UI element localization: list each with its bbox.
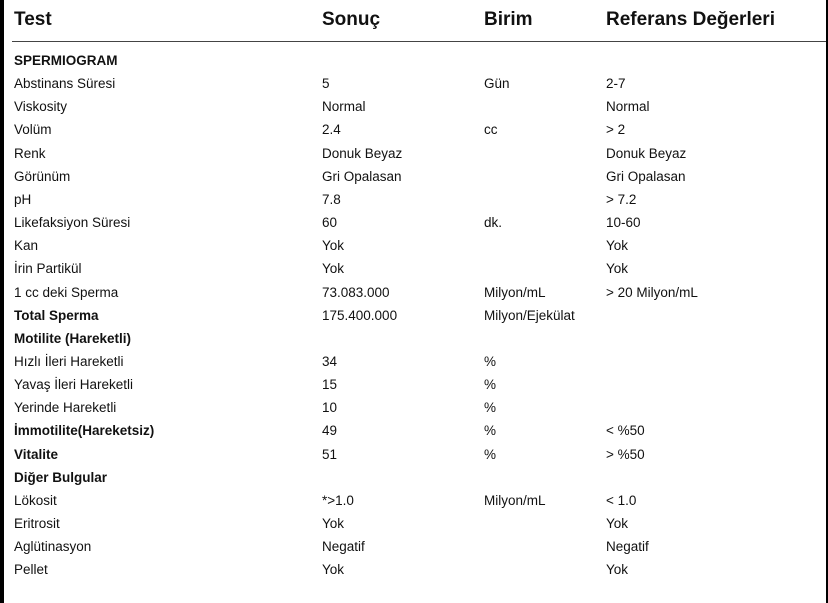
reference-cell: > 7.2: [606, 191, 637, 207]
test-cell: İrin Partikül: [14, 261, 82, 277]
unit-cell: %: [484, 400, 497, 416]
reference-cell: > %50: [606, 446, 645, 462]
test-cell: Yavaş İleri Hareketli: [14, 377, 134, 393]
result-cell: Yok: [322, 261, 345, 277]
test-cell: Eritrosit: [14, 516, 60, 531]
result-cell: Donuk Beyaz: [322, 145, 403, 161]
table-row: [0, 397, 828, 420]
reference-cell: 10-60: [606, 215, 641, 230]
table-row: [0, 305, 828, 328]
reference-cell: < 1.0: [606, 492, 637, 508]
table-row: [0, 235, 828, 258]
test-cell: Pellet: [14, 562, 48, 578]
reference-cell: Yok: [606, 261, 629, 277]
test-cell: SPERMIOGRAM: [14, 53, 118, 68]
table-row: [0, 73, 828, 96]
header-reference: Referans Değerleri: [606, 9, 775, 30]
test-cell: Abstinans Süresi: [14, 76, 116, 92]
test-cell: Renk: [14, 145, 46, 161]
test-cell: Aglütinasyon: [14, 539, 92, 555]
header-test: Test: [14, 9, 52, 30]
unit-cell: %: [484, 353, 497, 369]
table-row: [0, 351, 828, 374]
header-divider: [12, 41, 828, 42]
result-cell: 51: [322, 446, 338, 462]
header-unit: Birim: [484, 9, 533, 30]
result-cell: 34: [322, 353, 338, 369]
table-row: [0, 490, 828, 513]
table-row: [0, 559, 828, 582]
test-cell: Motilite (Hareketli): [14, 330, 132, 346]
reference-cell: Donuk Beyaz: [606, 145, 687, 161]
reference-cell: Yok: [606, 238, 629, 254]
result-cell: 2.4: [322, 122, 341, 138]
table-row: [0, 258, 828, 281]
table-row: [0, 119, 828, 142]
result-cell: 15: [322, 377, 338, 393]
result-cell: Gri Opalasan: [322, 168, 402, 184]
test-cell: Likefaksiyon Süresi: [14, 215, 131, 230]
test-cell: Görünüm: [14, 168, 71, 184]
test-cell: Lökosit: [14, 492, 57, 508]
test-cell: Hızlı İleri Hareketli: [14, 353, 124, 369]
test-cell: pH: [14, 191, 32, 207]
unit-cell: Milyon/mL: [484, 284, 546, 300]
reference-cell: Yok: [606, 562, 629, 578]
unit-cell: Milyon/Ejekülat: [484, 307, 575, 323]
table-row: [0, 189, 828, 212]
table-row: [0, 282, 828, 305]
test-cell: Vitalite: [14, 446, 59, 462]
unit-cell: %: [484, 446, 497, 462]
result-cell: Yok: [322, 238, 345, 254]
result-cell: Negatif: [322, 539, 365, 555]
unit-cell: cc: [484, 122, 498, 138]
header-result: Sonuç: [322, 9, 381, 30]
result-cell: 73.083.000: [322, 284, 390, 300]
unit-cell: Gün: [484, 76, 510, 92]
table-row: [0, 166, 828, 189]
reference-cell: Gri Opalasan: [606, 168, 686, 184]
result-cell: *>1.0: [322, 492, 354, 508]
result-cell: 60: [322, 215, 338, 230]
reference-cell: Yok: [606, 516, 629, 531]
table-row: [0, 513, 828, 536]
table-row: [0, 50, 828, 73]
result-cell: Yok: [322, 562, 345, 578]
unit-cell: Milyon/mL: [484, 492, 546, 508]
table-row: [0, 536, 828, 559]
test-cell: Kan: [14, 238, 39, 254]
table-header: [0, 0, 828, 44]
unit-cell: %: [484, 377, 497, 393]
table-row: [0, 328, 828, 351]
result-cell: 10: [322, 400, 338, 416]
test-cell: İmmotilite(Hareketsiz): [14, 423, 155, 439]
test-cell: Total Sperma: [14, 307, 99, 323]
table-row: [0, 96, 828, 119]
result-cell: 5: [322, 76, 330, 92]
table-row: [0, 374, 828, 397]
result-cell: 7.8: [322, 191, 341, 207]
reference-cell: < %50: [606, 423, 645, 439]
test-cell: Yerinde Hareketli: [14, 400, 117, 416]
test-cell: Viskosity: [14, 99, 68, 115]
result-cell: Normal: [322, 99, 366, 115]
result-cell: Yok: [322, 516, 345, 531]
unit-cell: %: [484, 423, 497, 439]
result-cell: 175.400.000: [322, 307, 398, 323]
reference-cell: Normal: [606, 99, 650, 115]
reference-cell: 2-7: [606, 76, 626, 92]
table-row: [0, 143, 828, 166]
reference-cell: > 20 Milyon/mL: [606, 284, 698, 300]
table-row: [0, 212, 828, 235]
test-cell: Diğer Bulgular: [14, 469, 108, 485]
test-cell: 1 cc deki Sperma: [14, 284, 119, 300]
table-row: [0, 467, 828, 490]
table-row: [0, 444, 828, 467]
test-cell: Volüm: [14, 122, 52, 138]
reference-cell: Negatif: [606, 539, 649, 555]
result-cell: 49: [322, 423, 338, 439]
unit-cell: dk.: [484, 215, 503, 230]
reference-cell: > 2: [606, 122, 626, 138]
table-row: [0, 420, 828, 443]
